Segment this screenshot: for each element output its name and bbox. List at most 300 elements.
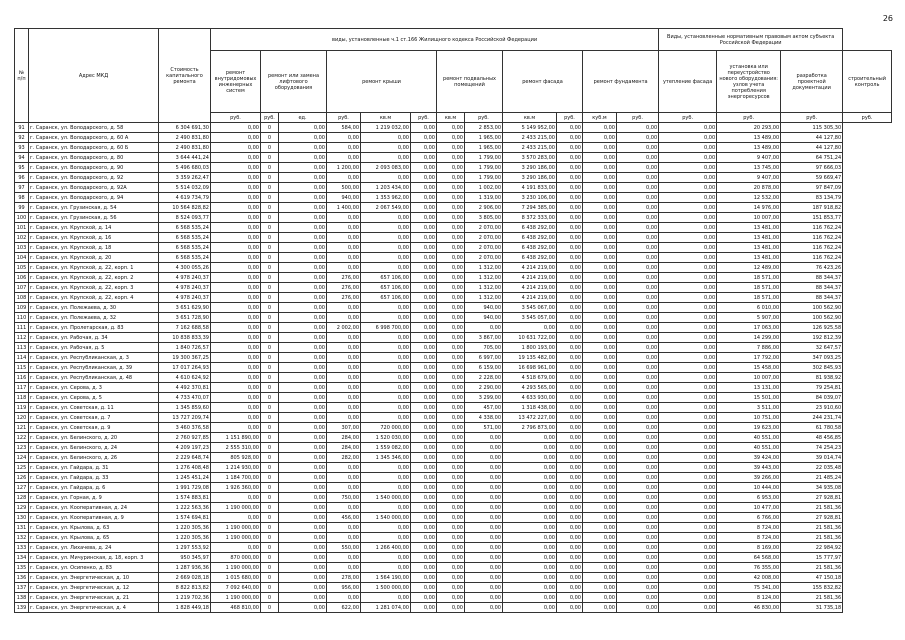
value-cell: 0,00 <box>279 523 327 533</box>
address-cell: г. Саранск, ул. Пролетарская, д. 83 <box>29 323 159 333</box>
value-cell: 2 070,00 <box>465 243 503 253</box>
value-cell: 0 <box>261 243 279 253</box>
value-cell: 0,00 <box>279 463 327 473</box>
value-cell: 0,00 <box>437 163 465 173</box>
value-cell: 13 472 227,00 <box>503 413 557 423</box>
table-row <box>15 353 892 363</box>
value-cell: 0,00 <box>411 133 437 143</box>
row-number-cell: 113 <box>15 343 29 353</box>
value-cell: 0,00 <box>659 173 717 183</box>
value-cell: 0,00 <box>659 203 717 213</box>
value-cell: 750,00 <box>327 493 361 503</box>
value-cell: 9 407,00 <box>717 173 781 183</box>
value-cell: 0,00 <box>361 503 411 513</box>
value-cell: 0,00 <box>617 353 659 363</box>
value-cell: 0,00 <box>503 523 557 533</box>
value-cell: 0,00 <box>583 443 617 453</box>
value-cell: 0,00 <box>437 363 465 373</box>
value-cell: 100 562,90 <box>781 303 843 313</box>
value-cell: 3 651 728,90 <box>159 313 211 323</box>
value-cell: 10 838 833,39 <box>159 333 211 343</box>
value-cell: 1 015 680,00 <box>211 573 261 583</box>
value-cell: 5 149 952,00 <box>503 123 557 133</box>
value-cell: 4 338,00 <box>465 413 503 423</box>
value-cell: 39 266,00 <box>717 473 781 483</box>
value-cell: 0,00 <box>557 463 583 473</box>
value-cell: 76 423,26 <box>781 263 843 273</box>
table-row <box>15 313 892 323</box>
row-number-cell: 125 <box>15 463 29 473</box>
value-cell: 0,00 <box>411 393 437 403</box>
value-cell: 0,00 <box>437 453 465 463</box>
value-cell: 0,00 <box>617 363 659 373</box>
value-cell: 1 564 190,00 <box>361 573 411 583</box>
value-cell: 15 458,00 <box>717 363 781 373</box>
table-row <box>15 293 892 303</box>
value-cell: 0,00 <box>327 213 361 223</box>
value-cell: 0,00 <box>279 563 327 573</box>
value-cell: 1 002,00 <box>465 183 503 193</box>
value-cell: 0 <box>261 603 279 613</box>
value-cell: 0,00 <box>659 493 717 503</box>
value-cell: 0,00 <box>327 553 361 563</box>
value-cell: 0,00 <box>411 213 437 223</box>
value-cell: 2 555 310,00 <box>211 443 261 453</box>
value-cell: 0,00 <box>617 593 659 603</box>
value-cell: 187 918,82 <box>781 203 843 213</box>
value-cell: 0,00 <box>583 493 617 503</box>
value-cell: 0,00 <box>583 163 617 173</box>
value-cell: 4 518 679,00 <box>503 373 557 383</box>
value-cell: 0,00 <box>361 223 411 233</box>
value-cell: 0,00 <box>503 473 557 483</box>
value-cell: 0,00 <box>465 553 503 563</box>
row-number-cell: 139 <box>15 603 29 613</box>
value-cell: 81 938,92 <box>781 373 843 383</box>
value-cell: 0,00 <box>361 333 411 343</box>
value-cell: 456,00 <box>327 513 361 523</box>
address-cell: г. Саранск, ул. Лихачева, д. 24 <box>29 543 159 553</box>
value-cell: 0,00 <box>465 473 503 483</box>
value-cell: 0,00 <box>361 303 411 313</box>
table-row <box>15 573 892 583</box>
value-cell: 0,00 <box>503 483 557 493</box>
value-cell: 34 935,08 <box>781 483 843 493</box>
value-cell: 0,00 <box>557 483 583 493</box>
value-cell: 0,00 <box>361 253 411 263</box>
value-cell: 0,00 <box>411 333 437 343</box>
value-cell: 0,00 <box>557 563 583 573</box>
value-cell: 0,00 <box>557 123 583 133</box>
value-cell: 1 840 726,57 <box>159 343 211 353</box>
value-cell: 0,00 <box>557 213 583 223</box>
value-cell: 0,00 <box>583 533 617 543</box>
value-cell: 0,00 <box>411 493 437 503</box>
value-cell: 0,00 <box>279 423 327 433</box>
value-cell: 2 490 831,80 <box>159 143 211 153</box>
value-cell: 2 229 648,74 <box>159 453 211 463</box>
value-cell: 0,00 <box>279 503 327 513</box>
value-cell: 97 847,09 <box>781 183 843 193</box>
value-cell: 0,00 <box>211 163 261 173</box>
table-row <box>15 553 892 563</box>
value-cell: 0,00 <box>659 563 717 573</box>
value-cell: 0,00 <box>437 123 465 133</box>
value-cell: 10 564 828,82 <box>159 203 211 213</box>
value-cell: 0,00 <box>411 303 437 313</box>
row-number-cell: 133 <box>15 543 29 553</box>
value-cell: 0 <box>261 303 279 313</box>
value-cell: 27 928,81 <box>781 513 843 523</box>
value-cell: 1 540 000,00 <box>361 493 411 503</box>
value-cell: 0,00 <box>583 133 617 143</box>
value-cell: 0,00 <box>279 203 327 213</box>
value-cell: 0,00 <box>437 243 465 253</box>
value-cell: 0,00 <box>503 573 557 583</box>
value-cell: 0,00 <box>583 183 617 193</box>
value-cell: 0 <box>261 393 279 403</box>
value-cell: 0,00 <box>659 373 717 383</box>
value-cell: 0,00 <box>617 293 659 303</box>
value-cell: 0 <box>261 173 279 183</box>
value-cell: 0,00 <box>279 133 327 143</box>
table-row <box>15 323 892 333</box>
value-cell: 23 910,60 <box>781 403 843 413</box>
value-cell: 0,00 <box>659 153 717 163</box>
value-cell: 0,00 <box>437 533 465 543</box>
value-cell: 2 290,00 <box>465 383 503 393</box>
value-cell: 0,00 <box>659 413 717 423</box>
value-cell: 0 <box>261 523 279 533</box>
value-cell: 457,00 <box>465 403 503 413</box>
value-cell: 0,00 <box>557 233 583 243</box>
value-cell: 0,00 <box>583 433 617 443</box>
value-cell: 0,00 <box>617 563 659 573</box>
value-cell: 0,00 <box>279 543 327 553</box>
value-cell: 0,00 <box>557 593 583 603</box>
table-row <box>15 423 892 433</box>
value-cell: 0,00 <box>557 243 583 253</box>
address-cell: г. Саранск, ул. Кооперативная, д. 24 <box>29 503 159 513</box>
value-cell: 0,00 <box>279 183 327 193</box>
value-cell: 3 290 186,00 <box>503 173 557 183</box>
value-cell: 1 353 962,00 <box>361 193 411 203</box>
value-cell: 0,00 <box>659 583 717 593</box>
table-row <box>15 123 892 133</box>
value-cell: 0,00 <box>411 443 437 453</box>
row-number-cell: 109 <box>15 303 29 313</box>
value-cell: 6 159,00 <box>465 363 503 373</box>
value-cell: 0 <box>261 463 279 473</box>
address-cell: г. Саранск, ул. Крупской, д. 22, корп. 3 <box>29 283 159 293</box>
value-cell: 31 735,18 <box>781 603 843 613</box>
address-cell: г. Саранск, ул. Энергетическая, д. 12 <box>29 583 159 593</box>
value-cell: 0,00 <box>617 473 659 483</box>
value-cell: 3 460 376,58 <box>159 423 211 433</box>
value-cell: 0,00 <box>583 353 617 363</box>
value-cell: 0,00 <box>557 413 583 423</box>
value-cell: 74 254,23 <box>781 443 843 453</box>
value-cell: 44 127,80 <box>781 133 843 143</box>
value-cell: 0,00 <box>557 313 583 323</box>
value-cell: 0,00 <box>557 333 583 343</box>
table-row <box>15 443 892 453</box>
address-cell: г. Саранск, ул. Грузинская, д. 54 <box>29 203 159 213</box>
value-cell: 1 799,00 <box>465 173 503 183</box>
row-number-cell: 110 <box>15 313 29 323</box>
value-cell: 1 220 305,36 <box>159 533 211 543</box>
value-cell: 940,00 <box>465 303 503 313</box>
value-cell: 0,00 <box>279 343 327 353</box>
value-cell: 13 481,00 <box>717 243 781 253</box>
value-cell: 116 762,24 <box>781 233 843 243</box>
value-cell: 0,00 <box>583 513 617 523</box>
table-row <box>15 533 892 543</box>
value-cell: 0,00 <box>437 393 465 403</box>
value-cell: 8 124,00 <box>717 593 781 603</box>
value-cell: 0,00 <box>659 383 717 393</box>
value-cell: 46 830,00 <box>717 603 781 613</box>
value-cell: 8 372 333,00 <box>503 213 557 223</box>
value-cell: 6 568 535,24 <box>159 233 211 243</box>
value-cell: 0,00 <box>617 413 659 423</box>
row-number-cell: 102 <box>15 233 29 243</box>
value-cell: 0 <box>261 213 279 223</box>
value-cell: 0,00 <box>617 573 659 583</box>
value-cell: 0,00 <box>411 513 437 523</box>
value-cell: 584,00 <box>327 123 361 133</box>
value-cell: 0,00 <box>411 413 437 423</box>
value-cell: 1 500 000,00 <box>361 583 411 593</box>
value-cell: 0,00 <box>583 193 617 203</box>
value-cell: 13 481,00 <box>717 223 781 233</box>
value-cell: 1 276 408,48 <box>159 463 211 473</box>
value-cell: 0,00 <box>465 493 503 503</box>
value-cell: 1 965,00 <box>465 133 503 143</box>
value-cell: 0,00 <box>279 353 327 363</box>
value-cell: 2 490 831,80 <box>159 133 211 143</box>
value-cell: 1 190 000,00 <box>211 503 261 513</box>
table-row <box>15 483 892 493</box>
address-cell: г. Саранск, ул. Крупской, д. 22, корп. 2 <box>29 273 159 283</box>
value-cell: 0,00 <box>583 223 617 233</box>
value-cell: 0,00 <box>411 123 437 133</box>
value-cell: 0,00 <box>211 133 261 143</box>
value-cell: 1 540 000,00 <box>361 513 411 523</box>
value-cell: 0 <box>261 553 279 563</box>
col-roof-header: ремонт крыши <box>327 51 437 113</box>
value-cell: 0,00 <box>279 193 327 203</box>
value-cell: 0,00 <box>279 303 327 313</box>
address-cell: г. Саранск, ул. Республиканская, д. 3 <box>29 353 159 363</box>
row-number-cell: 103 <box>15 243 29 253</box>
value-cell: 0,00 <box>557 423 583 433</box>
value-cell: 1 799,00 <box>465 163 503 173</box>
value-cell: 0,00 <box>617 253 659 263</box>
value-cell: 0,00 <box>617 283 659 293</box>
value-cell: 0 <box>261 383 279 393</box>
address-cell: г. Саранск, ул. Крупской, д. 16 <box>29 233 159 243</box>
unit-cell: кв.м <box>437 113 465 123</box>
row-number-cell: 126 <box>15 473 29 483</box>
col-elevator-header: ремонт или замена лифтового оборудования <box>261 51 327 113</box>
value-cell: 6 438 292,00 <box>503 223 557 233</box>
value-cell: 0,00 <box>557 373 583 383</box>
table-row <box>15 163 892 173</box>
value-cell: 0,00 <box>211 383 261 393</box>
value-cell: 0,00 <box>437 213 465 223</box>
col-address-header: Адрес МКД <box>29 29 159 123</box>
value-cell: 0,00 <box>279 173 327 183</box>
value-cell: 0,00 <box>327 563 361 573</box>
value-cell: 0,00 <box>617 143 659 153</box>
value-cell: 0,00 <box>583 303 617 313</box>
value-cell: 0,00 <box>659 143 717 153</box>
value-cell: 1 184 700,00 <box>211 473 261 483</box>
value-cell: 0,00 <box>617 453 659 463</box>
value-cell: 0,00 <box>279 243 327 253</box>
value-cell: 0,00 <box>583 213 617 223</box>
value-cell: 0,00 <box>583 363 617 373</box>
col-facade-header: ремонт фасада <box>503 51 583 113</box>
value-cell: 0,00 <box>211 333 261 343</box>
value-cell: 1 219 032,00 <box>361 123 411 133</box>
value-cell: 0,00 <box>437 223 465 233</box>
value-cell: 0,00 <box>211 213 261 223</box>
value-cell: 4 214 219,00 <box>503 293 557 303</box>
value-cell: 940,00 <box>465 313 503 323</box>
table-row <box>15 433 892 443</box>
value-cell: 0 <box>261 593 279 603</box>
value-cell: 0,00 <box>361 353 411 363</box>
value-cell: 0,00 <box>659 593 717 603</box>
row-number-cell: 134 <box>15 553 29 563</box>
value-cell: 0,00 <box>361 593 411 603</box>
table-row <box>15 493 892 503</box>
value-cell: 2 067 549,00 <box>361 203 411 213</box>
value-cell: 0,00 <box>327 403 361 413</box>
value-cell: 0,00 <box>411 163 437 173</box>
value-cell: 0,00 <box>437 573 465 583</box>
value-cell: 0,00 <box>617 303 659 313</box>
value-cell: 116 762,24 <box>781 243 843 253</box>
value-cell: 0,00 <box>361 393 411 403</box>
value-cell: 64 568,00 <box>717 553 781 563</box>
value-cell: 0,00 <box>411 273 437 283</box>
value-cell: 88 344,37 <box>781 273 843 283</box>
value-cell: 0,00 <box>279 553 327 563</box>
value-cell: 0,00 <box>465 533 503 543</box>
value-cell: 16 698 961,00 <box>503 363 557 373</box>
value-cell: 21 581,36 <box>781 593 843 603</box>
value-cell: 3 359 262,47 <box>159 173 211 183</box>
value-cell: 0,00 <box>327 343 361 353</box>
value-cell: 0,00 <box>437 333 465 343</box>
row-number-cell: 131 <box>15 523 29 533</box>
value-cell: 0,00 <box>411 183 437 193</box>
value-cell: 0,00 <box>437 473 465 483</box>
value-cell: 0,00 <box>557 323 583 333</box>
value-cell: 0,00 <box>437 413 465 423</box>
value-cell: 0 <box>261 163 279 173</box>
value-cell: 0,00 <box>659 393 717 403</box>
value-cell: 0,00 <box>437 133 465 143</box>
value-cell: 0,00 <box>411 383 437 393</box>
value-cell: 0,00 <box>659 523 717 533</box>
value-cell: 6 304 691,30 <box>159 123 211 133</box>
address-cell: г. Саранск, ул. Гайдара, д. 31 <box>29 463 159 473</box>
value-cell: 0,00 <box>557 273 583 283</box>
value-cell: 0,00 <box>361 263 411 273</box>
value-cell: 0,00 <box>279 123 327 133</box>
value-cell: 3 511,00 <box>717 403 781 413</box>
group1-header: виды, установленные ч.1 ст.166 Жилищного кодекса Российской Федерации <box>211 29 659 51</box>
value-cell: 13 489,00 <box>717 143 781 153</box>
value-cell: 8 724,00 <box>717 523 781 533</box>
value-cell: 126 925,58 <box>781 323 843 333</box>
value-cell: 0,00 <box>617 553 659 563</box>
value-cell: 284,00 <box>327 443 361 453</box>
value-cell: 0,00 <box>411 593 437 603</box>
value-cell: 0,00 <box>437 583 465 593</box>
value-cell: 0,00 <box>279 473 327 483</box>
value-cell: 12 532,00 <box>717 193 781 203</box>
value-cell: 0,00 <box>659 183 717 193</box>
value-cell: 0,00 <box>659 353 717 363</box>
value-cell: 0,00 <box>557 293 583 303</box>
value-cell: 0,00 <box>211 373 261 383</box>
value-cell: 0,00 <box>617 393 659 403</box>
value-cell: 0,00 <box>557 353 583 363</box>
value-cell: 44 127,80 <box>781 143 843 153</box>
value-cell: 15 501,00 <box>717 393 781 403</box>
value-cell: 20 878,00 <box>717 183 781 193</box>
value-cell: 0,00 <box>279 153 327 163</box>
value-cell: 0,00 <box>211 203 261 213</box>
value-cell: 0,00 <box>411 433 437 443</box>
value-cell: 0,00 <box>617 383 659 393</box>
value-cell: 2 796 873,00 <box>503 423 557 433</box>
value-cell: 1 520 030,00 <box>361 433 411 443</box>
value-cell: 0,00 <box>411 293 437 303</box>
value-cell: 0,00 <box>503 493 557 503</box>
unit-cell: руб. <box>781 113 843 123</box>
value-cell: 1 203 434,00 <box>361 183 411 193</box>
value-cell: 0 <box>261 543 279 553</box>
value-cell: 0,00 <box>279 283 327 293</box>
value-cell: 6 010,00 <box>717 303 781 313</box>
value-cell: 0 <box>261 313 279 323</box>
address-cell: г. Саранск, ул. Володарского, д. 60 Б <box>29 143 159 153</box>
value-cell: 0,00 <box>437 373 465 383</box>
value-cell: 0 <box>261 193 279 203</box>
value-cell: 0,00 <box>437 423 465 433</box>
value-cell: 0,00 <box>583 243 617 253</box>
value-cell: 76 355,00 <box>717 563 781 573</box>
value-cell: 0 <box>261 363 279 373</box>
value-cell: 0,00 <box>411 583 437 593</box>
value-cell: 0,00 <box>583 283 617 293</box>
col-meters-header: установка или переустройство нового оборудования: узлов учета потребления энергоресурсов <box>717 51 781 113</box>
value-cell: 0,00 <box>659 473 717 483</box>
value-cell: 0,00 <box>411 173 437 183</box>
value-cell: 8 169,00 <box>717 543 781 553</box>
value-cell: 0,00 <box>361 483 411 493</box>
value-cell: 0,00 <box>503 543 557 553</box>
value-cell: 0,00 <box>557 473 583 483</box>
value-cell: 5 907,00 <box>717 313 781 323</box>
value-cell: 0,00 <box>327 263 361 273</box>
